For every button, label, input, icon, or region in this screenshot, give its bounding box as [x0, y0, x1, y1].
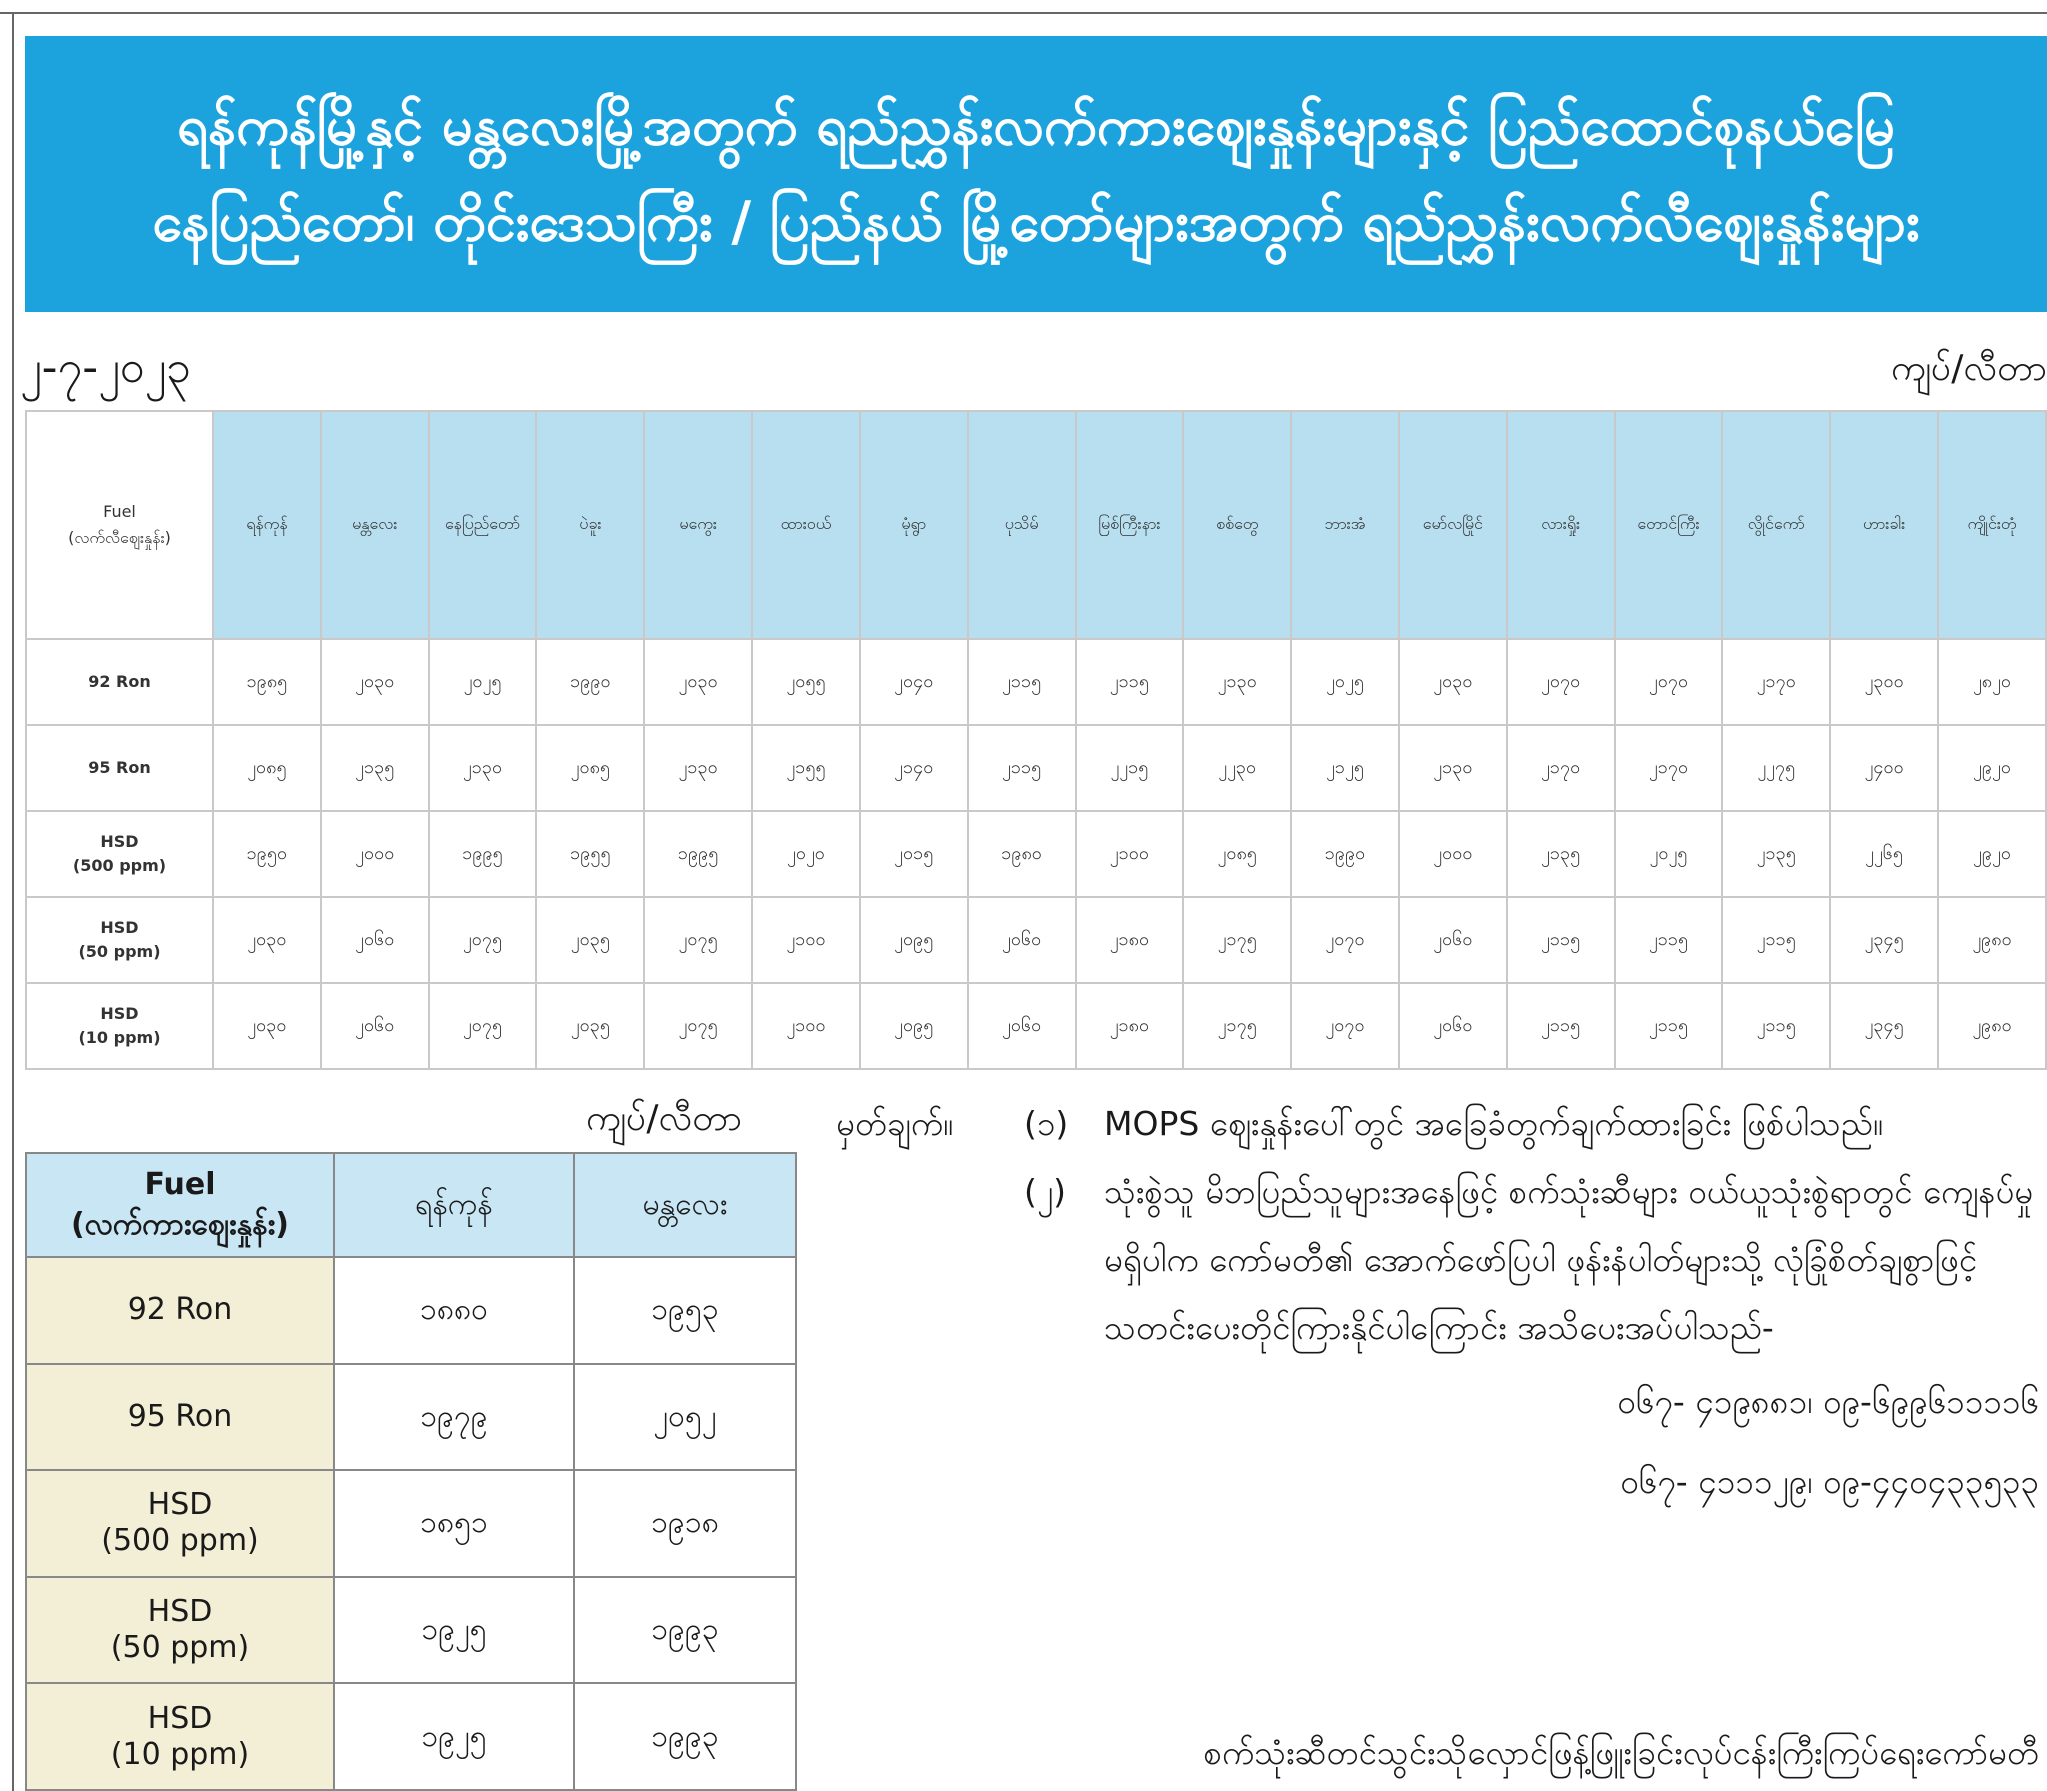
price-cell: ၂၉၈၀	[1938, 983, 2046, 1069]
table-row	[26, 1257, 796, 1364]
unit-label-top: ကျပ်/လီတာ	[1890, 348, 2047, 389]
fuel-type-cell	[26, 1364, 334, 1471]
price-cell: ၂၀၁၅	[860, 811, 968, 897]
price-cell: ၂၂၇၅	[1722, 725, 1830, 811]
fuel-type-label: 92 Ron	[88, 672, 151, 691]
price-cell: ၁၈၈၀	[334, 1257, 574, 1364]
fuel-type-cell	[26, 1470, 334, 1577]
price-cell: ၂၀၄၀	[860, 639, 968, 725]
note-item-1	[836, 1090, 2047, 1158]
price-cell: ၂၃၀၀	[1830, 639, 1938, 725]
retail-price-table	[25, 410, 2047, 1070]
price-cell: ၂၁၃၀	[1183, 639, 1291, 725]
notes-lead: မှတ်ချက်။	[836, 1104, 954, 1143]
price-cell: ၂၁၈၀	[1076, 983, 1184, 1069]
fuel-type-label: 95 Ron	[127, 1398, 233, 1434]
committee-signature: စက်သုံးဆီတင်သွင်းသိုလှောင်ဖြန့်ဖြူးခြင်းလုပ်ငန်းကြီးကြပ်ရေးကော်မတီ	[1203, 1733, 2039, 1772]
fuel-type-label: (10 ppm)	[78, 1028, 161, 1047]
price-cell: ၂၀၆၀	[321, 897, 429, 983]
table-row	[26, 1470, 796, 1577]
price-cell: ၂၀၈၅	[213, 725, 321, 811]
price-cell: ၂၀၆၀	[968, 983, 1076, 1069]
fuel-header-en: Fuel	[144, 1167, 216, 1202]
table-row	[26, 811, 2046, 897]
city-header: လွိုင်ကော်	[1722, 411, 1830, 639]
fuel-type-label: (500 ppm)	[72, 856, 167, 875]
price-cell: ၁၉၉၃	[574, 1683, 796, 1790]
price-cell: ၁၉၅၀	[213, 811, 321, 897]
price-cell: ၂၃၄၅	[1830, 983, 1938, 1069]
city-header: မြစ်ကြီးနား	[1076, 411, 1184, 639]
fuel-type-cell	[26, 1683, 334, 1790]
city-header: ဟားခါး	[1830, 411, 1938, 639]
price-cell: ၂၁၃၅	[1722, 811, 1830, 897]
price-cell: ၂၁၇၀	[1615, 725, 1723, 811]
price-cell: ၂၀၆၀	[1399, 983, 1507, 1069]
note-text: MOPS ဈေးနှုန်းပေါ်တွင် အခြေခံတွက်ချက်ထားခြင်း ဖြစ်ပါသည်။	[1104, 1104, 1883, 1143]
price-cell: ၂၀၅၅	[752, 639, 860, 725]
fuel-type-label: HSD	[100, 1004, 139, 1023]
city-header: လားရှိုး	[1507, 411, 1615, 639]
price-cell: ၂၀၃၅	[536, 897, 644, 983]
price-cell: ၂၁၇၅	[1183, 983, 1291, 1069]
table-row	[26, 1364, 796, 1471]
wholesale-table-header-row	[26, 1153, 796, 1257]
fuel-header-cell	[26, 1153, 334, 1257]
city-header: ကျိုင်းတုံ	[1938, 411, 2046, 639]
price-cell: ၂၁၅၅	[752, 725, 860, 811]
price-cell: ၂၀၇၀	[1291, 897, 1399, 983]
fuel-type-label: HSD	[147, 1594, 213, 1630]
price-cell: ၂၈၂၀	[1938, 639, 2046, 725]
city-header: ဘားအံ	[1291, 411, 1399, 639]
price-cell: ၂၉၂၀	[1938, 725, 2046, 811]
price-cell: ၂၀၇၀	[1507, 639, 1615, 725]
city-header: စစ်တွေ	[1183, 411, 1291, 639]
fuel-type-cell	[26, 983, 213, 1069]
fuel-type-label: HSD	[147, 1487, 213, 1523]
top-rule	[0, 12, 2047, 14]
fuel-type-label: (50 ppm)	[78, 942, 161, 961]
price-cell: ၂၁၈၀	[1076, 897, 1184, 983]
table-row	[26, 1683, 796, 1790]
phone-line-2: ၀၆၇- ၄၁၁၁၂၉၊ ၀၉-၄၄၀၄၃၃၅၃၃	[1620, 1462, 2039, 1501]
city-header: ရန်ကုန်	[213, 411, 321, 639]
price-cell: ၂၉၈၀	[1938, 897, 2046, 983]
title-banner	[25, 36, 2047, 312]
price-cell: ၁၉၉၃	[574, 1577, 796, 1684]
retail-table-body	[26, 639, 2046, 1069]
price-cell: ၂၀၂၀	[752, 811, 860, 897]
fuel-header-cell	[26, 411, 213, 639]
price-cell: ၂၁၀၀	[752, 983, 860, 1069]
city-header: ပဲခူး	[536, 411, 644, 639]
fuel-type-cell	[26, 725, 213, 811]
price-cell: ၂၉၂၀	[1938, 811, 2046, 897]
price-cell: ၂၀၈၅	[1183, 811, 1291, 897]
fuel-type-label: (500 ppm)	[101, 1523, 259, 1559]
price-cell: ၁၉၈၀	[968, 811, 1076, 897]
fuel-type-cell	[26, 897, 213, 983]
price-cell: ၂၁၂၅	[1291, 725, 1399, 811]
fuel-type-cell	[26, 639, 213, 725]
phone-line-1: ၀၆၇- ၄၁၉၈၈၁၊ ၀၉-၆၉၉၆၁၁၁၁၆	[1617, 1382, 2039, 1421]
price-cell: ၂၂၆၅	[1830, 811, 1938, 897]
price-cell: ၂၀၉၅	[860, 983, 968, 1069]
wholesale-price-table	[25, 1152, 797, 1791]
price-cell: ၂၁၀၀	[1076, 811, 1184, 897]
price-cell: ၂၀၆၀	[1399, 897, 1507, 983]
date-label: ၂-၇-၂၀၂၃	[20, 342, 191, 393]
price-cell: ၂၀၇၅	[644, 897, 752, 983]
city-header: မုံရွာ	[860, 411, 968, 639]
city-header: မန္တလေး	[321, 411, 429, 639]
price-cell: ၂၀၀၀	[1399, 811, 1507, 897]
fuel-type-label: HSD	[147, 1700, 213, 1736]
price-cell: ၂၄၀၀	[1830, 725, 1938, 811]
city-header: ထားဝယ်	[752, 411, 860, 639]
note-number: (၁)	[1024, 1104, 1069, 1143]
price-cell: ၂၂၁၅	[1076, 725, 1184, 811]
price-cell: ၁၉၁၈	[574, 1470, 796, 1577]
price-cell: ၂၁၁၅	[1507, 983, 1615, 1069]
price-cell: ၂၁၁၅	[968, 639, 1076, 725]
fuel-header-mm: (လက်လီဈေးနှုန်း)	[68, 528, 171, 547]
unit-label-bottom: ကျပ်/လီတာ	[586, 1098, 743, 1139]
note-item-2	[836, 1158, 2047, 1362]
left-rule	[12, 14, 14, 1791]
fuel-type-label: (50 ppm)	[110, 1630, 250, 1666]
title-line-2: နေပြည်တော်၊ တိုင်းဒေသကြီး / ပြည်နယ် မြို့တော်များအတွက် ရည်ညွှန်းလက်လီဈေးနှုန်းများ	[152, 190, 1920, 253]
price-cell: ၂၀၃၀	[213, 897, 321, 983]
price-cell: ၂၂၃၀	[1183, 725, 1291, 811]
price-cell: ၂၁၁၅	[968, 725, 1076, 811]
table-row	[26, 1577, 796, 1684]
price-cell: ၂၁၁၅	[1722, 897, 1830, 983]
price-cell: ၁၉၈၅	[213, 639, 321, 725]
price-cell: ၂၁၁၅	[1615, 897, 1723, 983]
wholesale-table-body	[26, 1257, 796, 1790]
price-cell: ၂၁၁၅	[1507, 897, 1615, 983]
price-cell: ၂၀၂၅	[429, 639, 537, 725]
city-header: နေပြည်တော်	[429, 411, 537, 639]
price-cell: ၂၁၃၀	[644, 725, 752, 811]
price-cell: ၁၉၂၅	[334, 1577, 574, 1684]
city-header: တောင်ကြီး	[1615, 411, 1723, 639]
price-cell: ၂၀၇၅	[644, 983, 752, 1069]
price-cell: ၂၀၇၀	[1291, 983, 1399, 1069]
city-header: မန္တလေး	[574, 1153, 796, 1257]
note-text: သုံးစွဲသူ မိဘပြည်သူများအနေဖြင့် စက်သုံးဆီများ ဝယ်ယူသုံးစွဲရာတွင် ကျေနပ်မှုမရှိပါက ကော်မတီ၏ အောက်ဖော်ပြပါ ဖုန်းနံပါတ်များသို့ လုံခြုံစိတ်ချစွာဖြင့် သတင်းပေးတိုင်ကြားနိုင်ပါကြောင်း အသိပေးအပ်ပါသည်-	[1104, 1172, 2034, 1347]
note-number: (၂)	[1024, 1172, 1066, 1211]
table-row	[26, 983, 2046, 1069]
price-cell: ၂၀၉၅	[860, 897, 968, 983]
city-header: မော်လမြိုင်	[1399, 411, 1507, 639]
price-cell: ၂၀၃၀	[644, 639, 752, 725]
city-header: ပုသိမ်	[968, 411, 1076, 639]
price-cell: ၂၀၃၀	[1399, 639, 1507, 725]
price-cell: ၁၉၉၀	[536, 639, 644, 725]
city-header: မကွေး	[644, 411, 752, 639]
price-cell: ၁၉၅၅	[536, 811, 644, 897]
price-cell: ၂၀၇၀	[1615, 639, 1723, 725]
price-cell: ၂၀၂၅	[1615, 811, 1723, 897]
price-cell: ၁၉၉၀	[1291, 811, 1399, 897]
fuel-type-cell	[26, 811, 213, 897]
price-cell: ၂၀၆၀	[321, 983, 429, 1069]
fuel-type-label: 95 Ron	[88, 758, 151, 777]
fuel-type-label: 92 Ron	[127, 1292, 233, 1328]
fuel-type-label: (10 ppm)	[110, 1736, 250, 1772]
price-cell: ၂၀၇၅	[429, 983, 537, 1069]
price-cell: ၂၀၇၅	[429, 897, 537, 983]
fuel-type-cell	[26, 1257, 334, 1364]
price-cell: ၂၀၅၂	[574, 1364, 796, 1471]
price-cell: ၂၁၃၅	[321, 725, 429, 811]
price-cell: ၂၁၁၅	[1076, 639, 1184, 725]
price-cell: ၂၁၁၅	[1722, 983, 1830, 1069]
price-cell: ၂၃၄၅	[1830, 897, 1938, 983]
city-header: ရန်ကုန်	[334, 1153, 574, 1257]
price-cell: ၂၁၃၀	[429, 725, 537, 811]
price-cell: ၂၀၂၅	[1291, 639, 1399, 725]
notes-section	[836, 1090, 2047, 1522]
price-cell: ၁၉၇၉	[334, 1364, 574, 1471]
price-cell: ၂၁၃၀	[1399, 725, 1507, 811]
table-row	[26, 725, 2046, 811]
price-cell: ၂၀၆၀	[968, 897, 1076, 983]
price-cell: ၁၉၂၅	[334, 1683, 574, 1790]
fuel-type-label: HSD	[100, 918, 139, 937]
table-row	[26, 897, 2046, 983]
price-cell: ၂၁၁၅	[1615, 983, 1723, 1069]
fuel-type-cell	[26, 1577, 334, 1684]
table-row	[26, 639, 2046, 725]
price-cell: ၂၀၃၀	[321, 639, 429, 725]
price-cell: ၁၉၉၅	[644, 811, 752, 897]
fuel-type-label: HSD	[100, 832, 139, 851]
price-cell: ၁၈၅၁	[334, 1470, 574, 1577]
price-cell: ၂၀၃၀	[213, 983, 321, 1069]
price-cell: ၂၁၃၅	[1507, 811, 1615, 897]
price-cell: ၂၁၄၀	[860, 725, 968, 811]
fuel-header-mm: (လက်ကားဈေးနှုန်း)	[71, 1207, 289, 1242]
price-cell: ၂၀၈၅	[536, 725, 644, 811]
price-cell: ၂၁၇၀	[1722, 639, 1830, 725]
price-cell: ၂၀၃၅	[536, 983, 644, 1069]
price-cell: ၂၁၀၀	[752, 897, 860, 983]
price-cell: ၂၀၀၀	[321, 811, 429, 897]
retail-table-header-row	[26, 411, 2046, 639]
fuel-header-en: Fuel	[103, 502, 136, 521]
price-cell: ၂၁၇၀	[1507, 725, 1615, 811]
price-cell: ၂၁၇၅	[1183, 897, 1291, 983]
price-cell: ၁၉၅၃	[574, 1257, 796, 1364]
price-cell: ၁၉၉၅	[429, 811, 537, 897]
title-line-1: ရန်ကုန်မြို့နှင့် မန္တလေးမြို့အတွက် ရည်ညွှန်းလက်ကားဈေးနှုန်းများနှင့် ပြည်ထောင်စုနယ်မြေ	[177, 94, 1895, 157]
